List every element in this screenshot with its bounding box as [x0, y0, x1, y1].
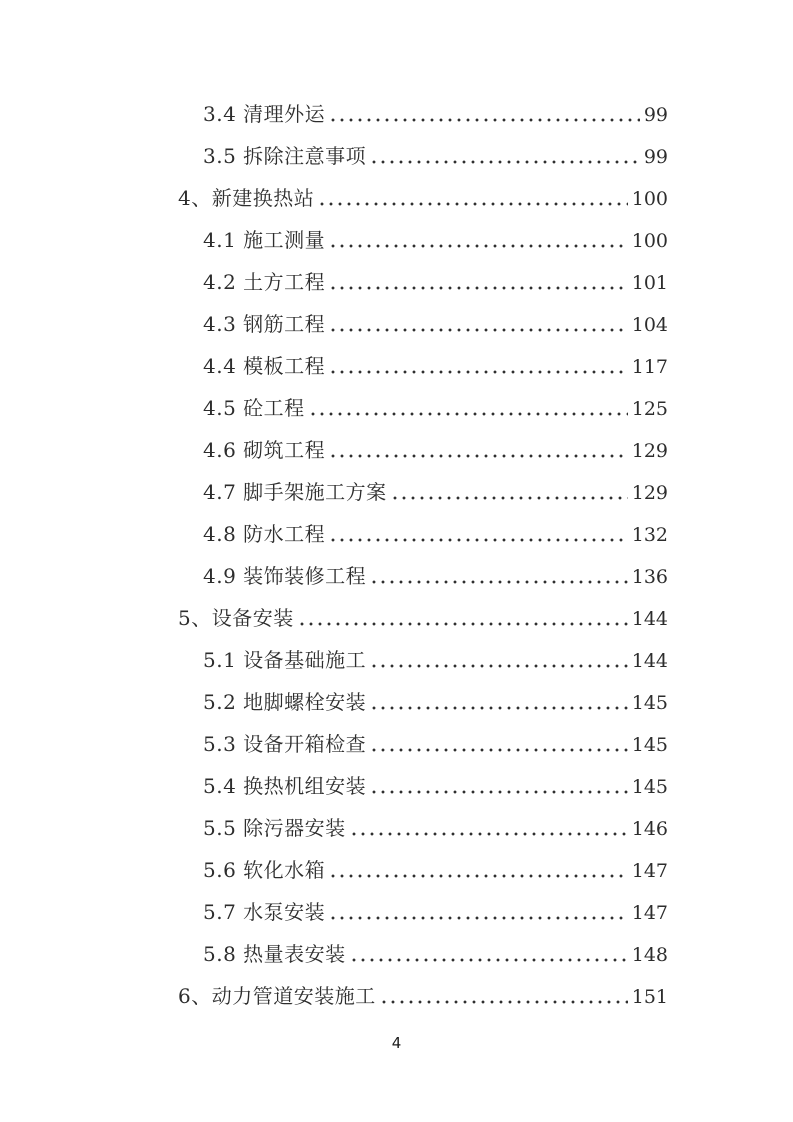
toc-entry-title: 4.4 模板工程 [203, 354, 326, 378]
toc-entry-title: 3.5 拆除注意事项 [203, 144, 367, 168]
toc-dot-leader [331, 915, 628, 921]
toc-dot-leader [331, 285, 628, 291]
toc-entry[interactable] [0, 817, 793, 839]
toc-entry-page: 100 [631, 230, 668, 252]
toc-dot-leader [352, 957, 628, 963]
toc-dot-leader [393, 495, 628, 501]
toc-entry[interactable] [0, 145, 793, 167]
toc-entry-title: 4.2 土方工程 [203, 270, 326, 294]
toc-entry-page: 148 [631, 944, 668, 966]
toc-entry[interactable] [0, 775, 793, 797]
toc-dot-leader [331, 243, 628, 249]
toc-entry-title: 4、新建换热站 [178, 186, 315, 210]
toc-entry-title: 5、设备安装 [178, 606, 294, 630]
toc-entry-title: 4.9 装饰装修工程 [203, 564, 367, 588]
toc-entry[interactable] [0, 733, 793, 755]
toc-entry-title: 5.2 地脚螺栓安装 [203, 690, 367, 714]
toc-entry-page: 136 [631, 566, 668, 588]
toc-entry-title: 5.4 换热机组安装 [203, 774, 367, 798]
toc-entry-page: 145 [631, 734, 668, 756]
toc-dot-leader [331, 453, 628, 459]
toc-entry[interactable] [0, 901, 793, 923]
toc-dot-leader [331, 117, 640, 123]
toc-entry-title: 5.5 除污器安装 [203, 816, 346, 840]
toc-entry-title: 3.4 清理外运 [203, 102, 326, 126]
toc-entry-title: 4.1 施工测量 [203, 228, 326, 252]
toc-entry-page: 99 [643, 104, 668, 126]
toc-entry[interactable] [0, 103, 793, 125]
toc-entry[interactable] [0, 649, 793, 671]
toc-entry-page: 99 [643, 146, 668, 168]
toc-entry-page: 101 [631, 272, 668, 294]
toc-entry[interactable] [0, 565, 793, 587]
toc-entry-page: 144 [631, 608, 668, 630]
toc-entry[interactable] [0, 439, 793, 461]
toc-dot-leader [372, 663, 628, 669]
toc-entry-title: 6、动力管道安装施工 [178, 984, 376, 1008]
toc-entry[interactable] [0, 397, 793, 419]
toc-entry-title: 5.8 热量表安装 [203, 942, 346, 966]
toc-dot-leader [372, 159, 640, 165]
toc-entry-page: 129 [631, 440, 668, 462]
toc-dot-leader [331, 873, 628, 879]
toc-entry-page: 151 [631, 986, 668, 1008]
toc-entry-page: 146 [631, 818, 668, 840]
toc-entry-page: 145 [631, 692, 668, 714]
toc-entry[interactable] [0, 859, 793, 881]
toc-dot-leader [372, 789, 628, 795]
toc-entry-title: 4.7 脚手架施工方案 [203, 480, 387, 504]
toc-entry-page: 145 [631, 776, 668, 798]
toc-entry-title: 4.8 防水工程 [203, 522, 326, 546]
toc-entry-title: 5.3 设备开箱检查 [203, 732, 367, 756]
toc-entry-title: 5.1 设备基础施工 [203, 648, 367, 672]
toc-dot-leader [352, 831, 628, 837]
toc-dot-leader [331, 369, 628, 375]
toc-dot-leader [372, 579, 628, 585]
toc-entry-page: 147 [631, 860, 668, 882]
toc-entry-title: 4.3 钢筋工程 [203, 312, 326, 336]
toc-entry[interactable] [0, 607, 793, 629]
toc-entry[interactable] [0, 313, 793, 335]
toc-entry[interactable] [0, 355, 793, 377]
toc-entry[interactable] [0, 523, 793, 545]
toc-entry-title: 4.6 砌筑工程 [203, 438, 326, 462]
toc-entry-title: 5.7 水泵安装 [203, 900, 326, 924]
toc-dot-leader [372, 705, 628, 711]
toc-dot-leader [311, 411, 628, 417]
toc-entry-page: 100 [631, 188, 668, 210]
toc-dot-leader [382, 999, 628, 1005]
toc-dot-leader [331, 537, 628, 543]
toc-entry[interactable] [0, 691, 793, 713]
toc-entry-page: 125 [631, 398, 668, 420]
toc-entry-page: 117 [631, 356, 668, 378]
toc-dot-leader [300, 621, 628, 627]
toc-dot-leader [372, 747, 628, 753]
table-of-contents [0, 103, 793, 1027]
toc-entry-page: 129 [631, 482, 668, 504]
toc-entry-title: 5.6 软化水箱 [203, 858, 326, 882]
toc-entry-page: 144 [631, 650, 668, 672]
toc-entry[interactable] [0, 271, 793, 293]
toc-entry-page: 132 [631, 524, 668, 546]
toc-entry[interactable] [0, 481, 793, 503]
toc-dot-leader [331, 327, 628, 333]
toc-entry-title: 4.5 砼工程 [203, 396, 305, 420]
toc-dot-leader [320, 201, 628, 207]
toc-entry[interactable] [0, 943, 793, 965]
toc-entry[interactable] [0, 187, 793, 209]
toc-entry-page: 104 [631, 314, 668, 336]
toc-entry-page: 147 [631, 902, 668, 924]
toc-entry[interactable] [0, 985, 793, 1007]
page-number: 4 [391, 1034, 402, 1052]
toc-entry[interactable] [0, 229, 793, 251]
